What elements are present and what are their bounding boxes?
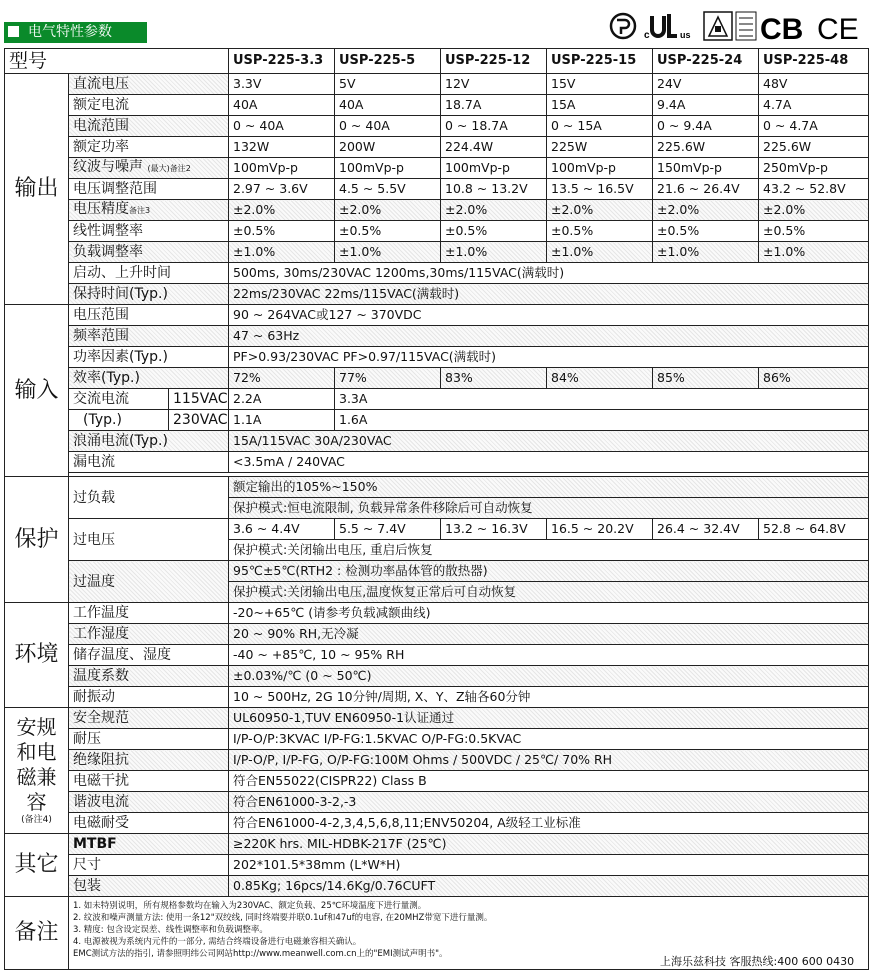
env-row — [5, 603, 869, 624]
cell: 48V — [759, 74, 869, 95]
cell: 20 ~ 90% RH,无冷凝 — [229, 624, 869, 645]
safety-row — [5, 750, 869, 771]
svg-text:c: c — [644, 30, 650, 41]
cell: 83% — [441, 368, 547, 389]
output-row-startup — [5, 263, 869, 284]
cell: ±0.5% — [441, 221, 547, 242]
input-row-ac230 — [5, 410, 869, 431]
cell: 100mVp-p — [229, 158, 335, 179]
row-label: 工作湿度 — [69, 624, 229, 645]
cell: 15A/115VAC 30A/230VAC — [229, 431, 869, 452]
section-header — [4, 22, 147, 43]
category-environment: 环境 — [5, 603, 69, 708]
row-label: 绝缘阻抗 — [69, 750, 229, 771]
output-row-current — [5, 95, 869, 116]
env-row — [5, 666, 869, 687]
note-line: 2. 纹波和噪声测量方法: 使用一条12"双绞线, 同时终端要并联0.1uf和47uf的电容, 在20MHZ带宽下进行量测。 — [73, 913, 493, 923]
output-row-voltage — [5, 74, 869, 95]
row-label: 尺寸 — [69, 855, 229, 876]
row-label: 温度系数 — [69, 666, 229, 687]
safety-row — [5, 792, 869, 813]
input-row-eff — [5, 368, 869, 389]
sub-label: 230VAC — [169, 410, 229, 431]
cell: 90 ~ 264VAC或127 ~ 370VDC — [229, 305, 869, 326]
cell: ±1.0% — [441, 242, 547, 263]
cell: 24V — [653, 74, 759, 95]
row-label: 频率范围 — [69, 326, 229, 347]
safety-row — [5, 729, 869, 750]
cell: ±2.0% — [441, 200, 547, 221]
cell: ±2.0% — [547, 200, 653, 221]
label-text: 纹波与噪声 — [73, 159, 143, 175]
cell: 0 ~ 15A — [547, 116, 653, 137]
row-label: (Typ.) — [69, 410, 169, 431]
input-row-freq — [5, 326, 869, 347]
cell: 22ms/230VAC 22ms/115VAC(满载时) — [229, 284, 869, 305]
row-label: 包装 — [69, 876, 229, 897]
category-safety-emc — [5, 708, 69, 834]
category-other: 其它 — [5, 834, 69, 897]
cell: ±1.0% — [759, 242, 869, 263]
category-output: 输出 — [5, 74, 69, 305]
cell: ±1.0% — [229, 242, 335, 263]
cell: -40 ~ +85℃, 10 ~ 95% RH — [229, 645, 869, 666]
row-label: 负载调整率 — [69, 242, 229, 263]
input-row-voltage — [5, 305, 869, 326]
safety-row — [5, 708, 869, 729]
note-line: 4. 电源被视为系统内元件的一部分, 需结合终端设备进行电磁兼容相关确认。 — [73, 937, 362, 947]
output-row-load — [5, 242, 869, 263]
cell: 额定输出的105%~150% — [229, 477, 869, 498]
cell: 72% — [229, 368, 335, 389]
cell: ±2.0% — [229, 200, 335, 221]
other-row-pack — [5, 876, 869, 897]
model-name: USP-225-12 — [441, 49, 547, 74]
cell: ±0.5% — [229, 221, 335, 242]
cell: ±2.0% — [759, 200, 869, 221]
cell: 21.6 ~ 26.4V — [653, 179, 759, 200]
note-line: EMC测试方法的指引, 请参照明纬公司网站http://www.meanwell.com.cn上的"EMI测试声明书"。 — [73, 949, 448, 959]
cell: 0 ~ 40A — [335, 116, 441, 137]
cell: 85% — [653, 368, 759, 389]
cell: ±0.5% — [759, 221, 869, 242]
cell: 224.4W — [441, 137, 547, 158]
row-label: 启动、上升时间 — [69, 263, 229, 284]
pse-logo-icon — [611, 14, 635, 38]
cell: 13.5 ~ 16.5V — [547, 179, 653, 200]
cell: 500ms, 30ms/230VAC 1200ms,30ms/115VAC(满载时) — [229, 263, 869, 284]
other-row-size — [5, 855, 869, 876]
cell: 100mVp-p — [547, 158, 653, 179]
cell: 86% — [759, 368, 869, 389]
cell: ±0.03%/℃ (0 ~ 50℃) — [229, 666, 869, 687]
cell: 0 ~ 18.7A — [441, 116, 547, 137]
cell: I/P-O/P:3KVAC I/P-FG:1.5KVAC O/P-FG:0.5KVAC — [229, 729, 869, 750]
cell: ≥220K hrs. MIL-HDBK-217F (25℃) — [229, 834, 869, 855]
row-label: 电磁耐受 — [69, 813, 229, 834]
row-label: 效率(Typ.) — [69, 368, 229, 389]
row-label: 工作温度 — [69, 603, 229, 624]
cell: 5V — [335, 74, 441, 95]
cell: 0.85Kg; 16pcs/14.6Kg/0.76CUFT — [229, 876, 869, 897]
row-label: 耐压 — [69, 729, 229, 750]
cell: UL60950-1,TUV EN60950-1认证通过 — [229, 708, 869, 729]
cell: 100mVp-p — [335, 158, 441, 179]
safety-row — [5, 771, 869, 792]
cell: 202*101.5*38mm (L*W*H) — [229, 855, 869, 876]
row-label: 功率因素(Typ.) — [69, 347, 229, 368]
cell: 18.7A — [441, 95, 547, 116]
cell: ±2.0% — [653, 200, 759, 221]
cb-logo-text: CB — [760, 13, 804, 44]
row-label: 安全规范 — [69, 708, 229, 729]
cell: 0 ~ 4.7A — [759, 116, 869, 137]
prot-row-ov1 — [5, 519, 869, 540]
other-row-mtbf — [5, 834, 869, 855]
cell: <3.5mA / 240VAC — [229, 452, 869, 473]
output-row-power — [5, 137, 869, 158]
cell: 符合EN55022(CISPR22) Class B — [229, 771, 869, 792]
label-note: 备注3 — [129, 206, 151, 215]
cell: 84% — [547, 368, 653, 389]
cell: 5.5 ~ 7.4V — [335, 519, 441, 540]
safety-row — [5, 813, 869, 834]
row-label: 交流电流 — [69, 389, 169, 410]
cell: 2.97 ~ 3.6V — [229, 179, 335, 200]
note-line: 3. 精度: 包含设定误差、线性调整率和负载调整率。 — [73, 925, 268, 935]
cell: 132W — [229, 137, 335, 158]
env-row — [5, 624, 869, 645]
cell: ±0.5% — [335, 221, 441, 242]
row-label: 谐波电流 — [69, 792, 229, 813]
cell: 47 ~ 63Hz — [229, 326, 869, 347]
cell: 13.2 ~ 16.3V — [441, 519, 547, 540]
tuv-triangle-icon — [704, 12, 732, 40]
cell: 3.6 ~ 4.4V — [229, 519, 335, 540]
sub-label: 115VAC — [169, 389, 229, 410]
output-row-range — [5, 116, 869, 137]
row-label: 耐振动 — [69, 687, 229, 708]
cell: -20~+65℃ (请参考负载减额曲线) — [229, 603, 869, 624]
output-row-line — [5, 221, 869, 242]
cell: 10 ~ 500Hz, 2G 10分钟/周期, X、Y、Z轴各60分钟 — [229, 687, 869, 708]
cell: ±0.5% — [547, 221, 653, 242]
cell: 1.6A — [335, 410, 869, 431]
cell: 4.5 ~ 5.5V — [335, 179, 441, 200]
output-row-ripple — [5, 158, 869, 179]
input-row-ac115 — [5, 389, 869, 410]
label-note: (最大)备注2 — [147, 164, 191, 173]
cell: 符合EN61000-3-2,-3 — [229, 792, 869, 813]
row-label: 过电压 — [69, 519, 229, 561]
cell: ±0.5% — [653, 221, 759, 242]
row-label: 浪涌电流(Typ.) — [69, 431, 229, 452]
model-name: USP-225-15 — [547, 49, 653, 74]
cell: 100mVp-p — [441, 158, 547, 179]
row-label: 额定电流 — [69, 95, 229, 116]
cell: 0 ~ 40A — [229, 116, 335, 137]
label-text: 电压精度 — [73, 201, 129, 217]
cell: 保护模式:关闭输出电压,温度恢复正常后可自动恢复 — [229, 582, 869, 603]
certification-logos — [606, 8, 868, 44]
env-row — [5, 645, 869, 666]
row-label: MTBF — [69, 834, 229, 855]
cell: 150mVp-p — [653, 158, 759, 179]
category-note: (备注4) — [21, 815, 52, 825]
header-square-icon — [8, 26, 19, 37]
model-name: USP-225-24 — [653, 49, 759, 74]
cell: I/P-O/P, I/P-FG, O/P-FG:100M Ohms / 500VDC / 25℃/ 70% RH — [229, 750, 869, 771]
input-row-pf — [5, 347, 869, 368]
cell: 95℃±5℃(RTH2 : 检测功率晶体管的散热器) — [229, 561, 869, 582]
category-input: 输入 — [5, 305, 69, 477]
cell: 0 ~ 9.4A — [653, 116, 759, 137]
cell: 2.2A — [229, 389, 335, 410]
ul-logo-icon — [644, 14, 691, 41]
input-row-inrush — [5, 431, 869, 452]
cell: 3.3V — [229, 74, 335, 95]
row-label: 电压范围 — [69, 305, 229, 326]
cell: 9.4A — [653, 95, 759, 116]
row-label: 过温度 — [69, 561, 229, 603]
cell: 43.2 ~ 52.8V — [759, 179, 869, 200]
cell: 15V — [547, 74, 653, 95]
row-label: 漏电流 — [69, 452, 229, 473]
cell: 225.6W — [759, 137, 869, 158]
cell: 225.6W — [653, 137, 759, 158]
env-row — [5, 687, 869, 708]
category-text: 安规和电磁兼容 — [16, 715, 57, 814]
row-label: 电流范围 — [69, 116, 229, 137]
cell: ±1.0% — [335, 242, 441, 263]
cell: 16.5 ~ 20.2V — [547, 519, 653, 540]
cell: 4.7A — [759, 95, 869, 116]
category-protection: 保护 — [5, 477, 69, 603]
row-label — [69, 200, 229, 221]
row-label: 过负载 — [69, 477, 229, 519]
safety-mark-icon — [736, 12, 756, 40]
category-notes: 备注 — [5, 897, 69, 970]
cell: 12V — [441, 74, 547, 95]
cell: 200W — [335, 137, 441, 158]
model-name: USP-225-3.3 — [229, 49, 335, 74]
row-label — [69, 158, 229, 179]
input-row-leak — [5, 452, 869, 473]
row-label: 电压调整范围 — [69, 179, 229, 200]
row-label: 电磁干扰 — [69, 771, 229, 792]
model-label: 型号 — [5, 49, 229, 74]
output-row-tolerance — [5, 200, 869, 221]
row-label: 线性调整率 — [69, 221, 229, 242]
cell: 250mVp-p — [759, 158, 869, 179]
cell: 225W — [547, 137, 653, 158]
cell: 40A — [335, 95, 441, 116]
ul-sub-text: us — [680, 30, 691, 40]
cell: ±2.0% — [335, 200, 441, 221]
cell: 保护模式:关闭输出电压, 重启后恢复 — [229, 540, 869, 561]
cell: ±1.0% — [653, 242, 759, 263]
ce-logo-text: CE — [817, 13, 859, 44]
cell: 符合EN61000-4-2,3,4,5,6,8,11;ENV50204, A级轻工业标准 — [229, 813, 869, 834]
row-label: 保持时间(Typ.) — [69, 284, 229, 305]
prot-row-overload1 — [5, 477, 869, 498]
cell: 3.3A — [335, 389, 869, 410]
cell: 52.8 ~ 64.8V — [759, 519, 869, 540]
section-title: 电气特性参数 — [28, 24, 112, 40]
model-name: USP-225-48 — [759, 49, 869, 74]
cell: 26.4 ~ 32.4V — [653, 519, 759, 540]
prot-row-ot1 — [5, 561, 869, 582]
service-hotline: 上海乐兹科技 客服热线:400 600 0430 — [660, 955, 855, 968]
cell: ±1.0% — [547, 242, 653, 263]
cell: 40A — [229, 95, 335, 116]
cell: 10.8 ~ 13.2V — [441, 179, 547, 200]
row-label: 直流电压 — [69, 74, 229, 95]
cell: 保护模式:恒电流限制, 负载异常条件移除后可自动恢复 — [229, 498, 869, 519]
output-row-hold — [5, 284, 869, 305]
cert-logo-graphics — [606, 8, 868, 44]
cell: PF>0.93/230VAC PF>0.97/115VAC(满载时) — [229, 347, 869, 368]
row-label: 储存温度、湿度 — [69, 645, 229, 666]
cell: 1.1A — [229, 410, 335, 431]
model-name: USP-225-5 — [335, 49, 441, 74]
output-row-adj — [5, 179, 869, 200]
note-line: 1. 如未特别说明，所有规格参数均在输入为230VAC、额定负载、25℃环境温度下进行量测。 — [73, 901, 427, 911]
spec-table — [4, 48, 869, 970]
model-header-row — [5, 49, 869, 74]
row-label: 额定功率 — [69, 137, 229, 158]
cell: 15A — [547, 95, 653, 116]
cell: 77% — [335, 368, 441, 389]
